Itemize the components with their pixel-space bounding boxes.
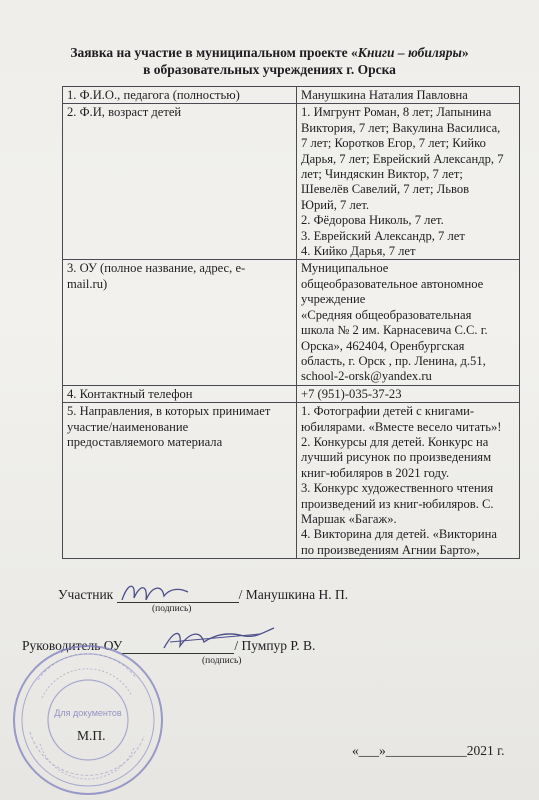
row-value-line: произведений из книг-юбиляров. С.	[301, 496, 494, 511]
row-value-line: 4. Кийко Дарья, 7 лет	[301, 244, 416, 259]
school-stamp	[8, 640, 168, 800]
row-value-line: юбилярами. «Вместе весело читать»!	[301, 419, 502, 434]
row-label-line: предоставляемого материала	[67, 434, 223, 449]
application-table	[62, 86, 520, 559]
participant-signature-scribble	[118, 578, 198, 606]
row-value-line: «Средняя общеобразовательная	[301, 307, 472, 322]
row-value-cell	[297, 403, 520, 559]
row-value-line: +7 (951)-035-37-23	[301, 386, 402, 401]
row-value-line: school-2-orsk@yandex.ru	[301, 369, 432, 384]
row-value-line: лет; Чиндяскин Виктор, 7 лет;	[301, 167, 463, 182]
table-row	[63, 403, 520, 559]
row-label-cell	[63, 104, 297, 260]
row-label-line: mail.ru)	[67, 276, 108, 291]
row-value-line: Муниципальное	[301, 261, 389, 276]
row-label-cell	[63, 260, 297, 385]
row-value-cell	[297, 260, 520, 385]
row-value-line: Юрий, 7 лет.	[301, 197, 370, 212]
row-value-line: область, г. Орск , пр. Ленина, д.51,	[301, 353, 486, 368]
row-label-line: 5. Направления, в которых принимает	[67, 404, 271, 419]
table-row	[63, 104, 520, 260]
row-label-line: 2. Ф.И, возраст детей	[67, 105, 182, 120]
row-value-line: Шевелёв Савелий, 7 лет; Львов	[301, 182, 470, 197]
head-signature-caption: (подпись)	[202, 656, 242, 666]
row-label-cell	[63, 403, 297, 559]
row-value-line: 2. Конкурсы для детей. Конкурс на	[301, 434, 489, 449]
row-value-line: 1. Фотографии детей с книгами-	[301, 404, 475, 419]
row-value-line: Виктория, 7 лет; Вакулина Василиса,	[301, 120, 501, 135]
row-value-line: книг-юбиляров в 2021 году.	[301, 465, 450, 480]
row-value-line: 2. Фёдорова Николь, 7 лет.	[301, 213, 444, 228]
row-value-line: 1. Имгрунт Роман, 8 лет; Лапынина	[301, 105, 492, 120]
row-value-line: учреждение	[301, 292, 366, 307]
row-value-line: 4. Викторина для детей. «Викторина	[301, 527, 497, 542]
row-value-line: Манушкина Наталия Павловна	[301, 88, 468, 102]
participant-signature-caption: (подпись)	[152, 604, 192, 614]
row-value-line: Дарья, 7 лет; Еврейский Александр, 7	[301, 151, 504, 166]
table-row	[63, 260, 520, 385]
head-signature-line: Руководитель ОУ / Пумпур Р. В.	[22, 638, 316, 653]
row-label-line: участие/наименование	[67, 419, 189, 434]
document-subtitle: в образовательных учреждениях г. Орска	[143, 62, 396, 77]
row-value-line: лучший рисунок по произведениям	[301, 450, 492, 465]
participant-signature-line: Участник / Манушкина Н. П.	[58, 587, 349, 602]
head-signature-scribble	[160, 622, 278, 656]
row-value-line: 3. Еврейский Александр, 7 лет	[301, 228, 465, 243]
row-value-line: 7 лет; Коротков Егор, 7 лет; Кийко	[301, 136, 486, 151]
row-value-line: Маршак «Багаж».	[301, 511, 397, 526]
row-value-line: по произведениям Агнии Барто»,	[301, 542, 480, 557]
row-value-line: Орска», 462404, Оренбургская	[301, 338, 465, 353]
row-value-line: общеобразовательное автономное	[301, 276, 484, 291]
stamp-mark: М.П.	[77, 728, 106, 743]
row-value-line: 3. Конкурс художественного чтения	[301, 481, 494, 496]
row-value-line: школа № 2 им. Карнасевича С.С. г.	[301, 323, 488, 338]
table-row	[63, 385, 520, 402]
row-value-cell	[297, 385, 520, 402]
document-title: Заявка на участие в муниципальном проекте «Книги – юбиляры»	[70, 45, 469, 60]
row-label-line: 3. ОУ (полное название, адрес, e-	[67, 261, 246, 276]
row-label-line: 1. Ф.И.О., педагога (полностью)	[67, 88, 240, 102]
svg-text:Для документов: Для документов	[54, 708, 122, 718]
row-label-cell	[63, 87, 297, 104]
row-label-line: 4. Контактный телефон	[67, 386, 193, 401]
row-label-cell	[63, 385, 297, 402]
date-line: «___»____________2021 г.	[352, 743, 505, 758]
table-row	[63, 87, 520, 104]
row-value-cell	[297, 87, 520, 104]
row-value-cell	[297, 104, 520, 260]
